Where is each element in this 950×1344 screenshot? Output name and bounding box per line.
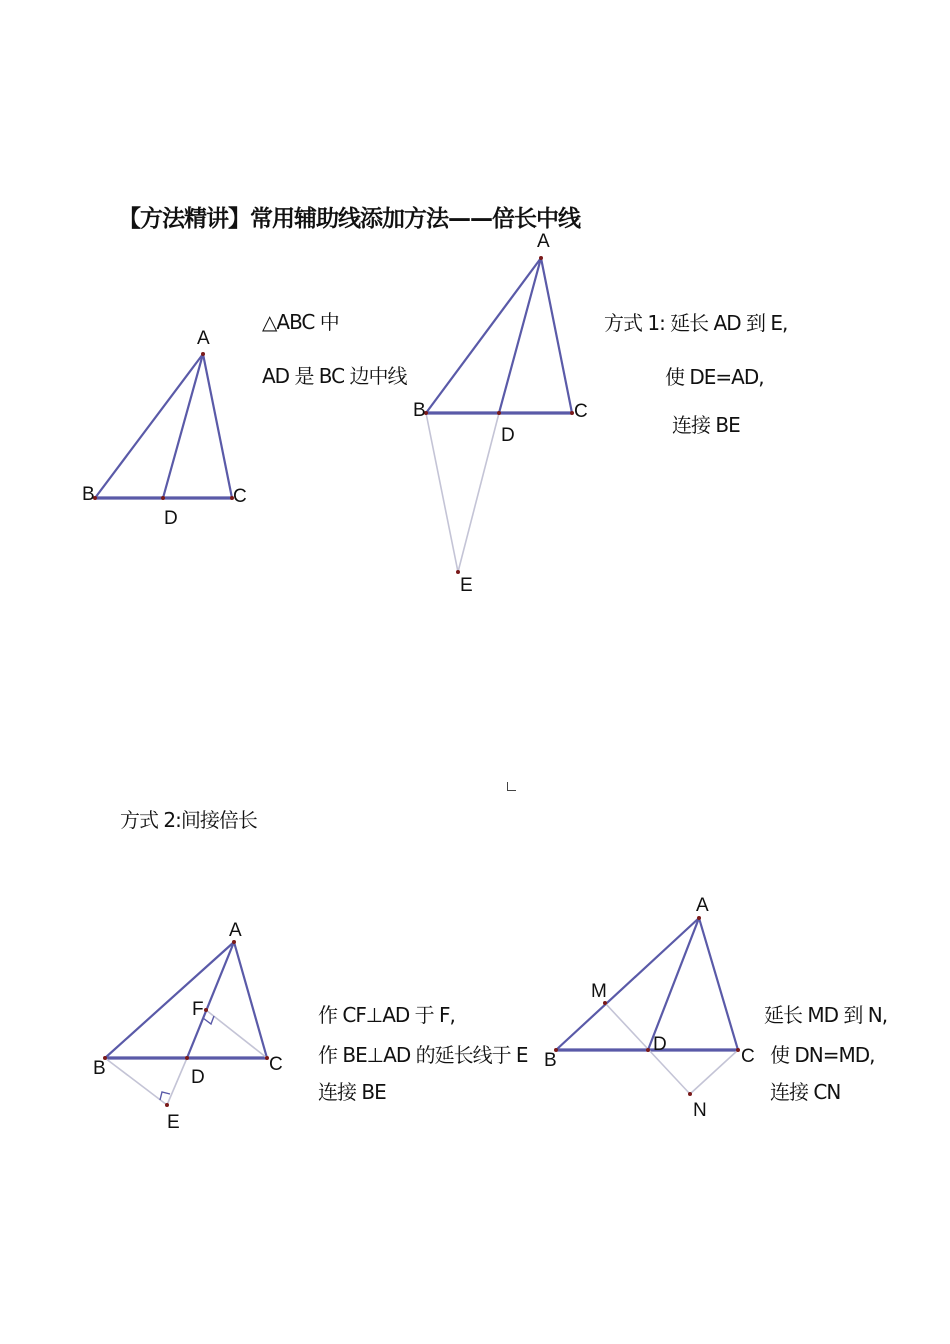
m2l-point-f [204,1008,208,1012]
m2r-label-d: D [653,1034,667,1055]
m2l-label-f: F [192,999,204,1020]
m2l-point-d [185,1056,189,1060]
fig1-point-d [161,496,165,500]
m2l-perpendicular-be [105,1058,167,1105]
figure-method1 [413,231,588,596]
figure-method2-left [93,920,283,1133]
m2l-label-d: D [191,1067,205,1088]
m2r-label-a: A [696,895,709,916]
m2r-point-d [646,1048,650,1052]
m2l-label-a: A [229,920,242,941]
fig1-label-a: A [197,328,210,349]
fig1-label-d: D [164,508,178,529]
fig1-point-a [201,352,205,356]
fig1-label-b: B [82,484,95,505]
method1-line3: 连接 BE [672,413,740,437]
m1-segment-de [458,413,499,572]
figure-1-triangle [82,328,247,529]
method2-right-line2: 使 DN=MD, [770,1043,875,1067]
m1-point-a [539,256,543,260]
fig1-text-triangle: △ABC 中 [262,310,339,334]
m2r-side-ac [699,918,738,1050]
m2l-right-angle-e [160,1092,170,1100]
m2l-label-e: E [167,1112,180,1133]
m2r-point-a [697,916,701,920]
fig1-text-median: AD 是 BC 边中线 [262,364,407,388]
m2l-label-b: B [93,1058,106,1079]
m2l-label-c: C [269,1054,283,1075]
m1-label-d: D [501,425,515,446]
m2l-extension-de [167,1058,187,1105]
m1-label-e: E [460,575,473,596]
method2-heading: 方式 2:间接倍长 [120,808,257,832]
method2-right-line3: 连接 CN [770,1080,841,1104]
m1-point-e [456,570,460,574]
m2l-perpendicular-cf [206,1010,267,1058]
m2r-median-ad [648,918,699,1050]
m1-segment-be [426,413,458,572]
m2r-point-n [688,1092,692,1096]
method1-line2: 使 DE=AD, [665,365,764,389]
m2l-side-ac [234,942,267,1058]
m1-label-b: B [413,400,426,421]
figure-method2-right [544,895,755,1121]
m1-median-ad [499,258,541,413]
m2r-label-n: N [693,1100,707,1121]
m2r-segment-cn [690,1050,738,1094]
m2r-point-c [736,1048,740,1052]
method2-left-line2: 作 BE⊥AD 的延长线于 E [318,1043,528,1067]
fig1-side-ab [95,354,203,498]
method1-line1: 方式 1: 延长 AD 到 E, [604,311,788,335]
m2r-label-c: C [741,1046,755,1067]
fig1-side-ac [203,354,232,498]
m1-side-ac [541,258,572,413]
m1-label-c: C [574,401,588,422]
method2-right-line1: 延长 MD 到 N, [764,1003,888,1027]
page-title: 【方法精讲】常用辅助线添加方法——倍长中线 [118,206,580,232]
m2r-side-ab [556,918,699,1050]
fig1-label-c: C [233,486,247,507]
m2r-label-m: M [591,981,607,1002]
fig1-median-ad [163,354,203,498]
m1-label-a: A [537,231,550,252]
m2r-label-b: B [544,1050,557,1071]
m1-point-d [497,411,501,415]
m2l-point-e [165,1103,169,1107]
m1-side-ab [426,258,541,413]
method2-left-line1: 作 CF⊥AD 于 F, [318,1003,455,1027]
m2l-side-ab [105,942,234,1058]
method2-left-line3: 连接 BE [318,1080,386,1104]
